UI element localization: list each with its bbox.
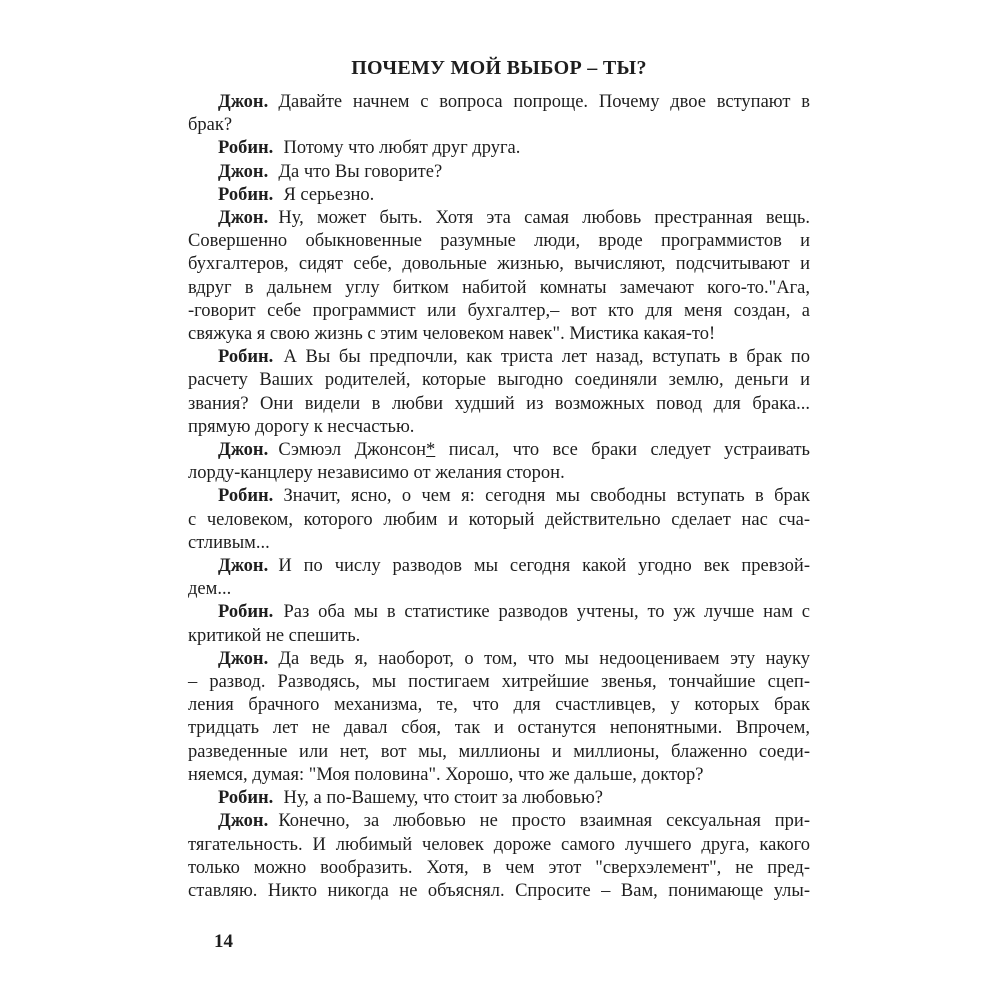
dialogue-paragraph xyxy=(188,346,810,439)
dialogue-line: Джон. И по числу разводов мы сегодня какой угодно век превзой- xyxy=(218,556,810,577)
dialogue-line: Робин. Я серьезно. xyxy=(218,184,375,205)
dialogue-line: Джон. Конечно, за любовью не просто взаимная сексуальная при- xyxy=(218,811,810,832)
footnote-asterisk: * xyxy=(426,440,436,461)
speaker-label: Джон. xyxy=(218,92,269,112)
dialogue-line: звания? Они видели в любви худший из возможных повод для брака... xyxy=(188,393,810,414)
dialogue-paragraph xyxy=(188,207,810,346)
dialogue-paragraph xyxy=(188,648,810,787)
dialogue-line: Джон. Да ведь я, наоборот, о том, что мы недооцениваем эту науку xyxy=(218,648,810,669)
dialogue-line: Робин. А Вы бы предпочли, как триста лет назад, вступать в брак по xyxy=(218,347,810,368)
dialogue-line: с человеком, которого любим и который действительно сделает нас сча- xyxy=(188,509,810,530)
dialogue-paragraph xyxy=(188,555,810,601)
dialogue-line: критикой не спешить. xyxy=(188,625,361,646)
dialogue-line: лорду-канцлеру независимо от желания сторон. xyxy=(188,463,565,484)
dialogue-line: Совершенно обыкновенные разумные люди, вроде программистов и xyxy=(188,231,810,252)
dialogue-line: бухгалтеров, сидят себе, довольные жизнью, вычисляют, подсчитывают и xyxy=(188,254,810,275)
dialogue-line: Джон. Сэмюэл Джонсон* писал, что все браки следует устраивать xyxy=(218,440,810,461)
dialogue-paragraph xyxy=(188,485,810,555)
dialogue-line: Джон. Давайте начнем с вопроса попроще. Почему двое вступают в xyxy=(218,92,810,112)
dialogue-paragraph xyxy=(188,787,810,810)
dialogue-line: Робин. Потому что любят друг друга. xyxy=(218,138,521,159)
dialogue-line: – развод. Разводясь, мы постигаем хитрейшие звенья, тончайшие сцеп- xyxy=(188,672,810,693)
speaker-label: Джон. xyxy=(218,440,269,461)
dialogue-line: Робин. Ну, а по-Вашему, что стоит за любовью? xyxy=(218,788,603,809)
dialogue-paragraph xyxy=(188,137,810,160)
dialogue-line: прямую дорогу к несчастью. xyxy=(188,416,415,437)
page-number: 14 xyxy=(214,931,233,952)
dialogue-line: разведенные или нет, вот мы, миллионы и миллионы, блаженно соеди- xyxy=(188,741,810,762)
dialogue-line: няемся, думая: "Моя половина". Хорошо, что же дальше, доктор? xyxy=(188,764,704,785)
dialogue-line: расчету Ваших родителей, которые выгодно соединяли землю, деньги и xyxy=(188,370,810,391)
speaker-label: Джон. xyxy=(218,161,269,182)
speaker-label: Робин. xyxy=(218,184,274,205)
dialogue-line: Робин. Значит, ясно, о чем я: сегодня мы свободны вступать в брак xyxy=(218,486,810,507)
dialogue xyxy=(188,91,810,903)
dialogue-line: тридцать лет не давал сбоя, так и останутся непонятными. Впрочем, xyxy=(188,718,810,739)
dialogue-line: дем... xyxy=(188,579,232,600)
dialogue-line: Робин. Раз оба мы в статистике разводов учтены, то уж лучше нам с xyxy=(218,602,810,623)
dialogue-paragraph xyxy=(188,601,810,647)
speaker-label: Джон. xyxy=(218,208,269,229)
dialogue-paragraph xyxy=(188,91,810,137)
dialogue-line: ставляю. Никто никогда не объяснял. Спросите – Вам, понимающе улы- xyxy=(188,880,810,901)
dialogue-line: свяжука я свою жизнь с этим человеком навек". Мистика какая-то! xyxy=(188,324,716,345)
page-title: ПОЧЕМУ МОЙ ВЫБОР – ТЫ? xyxy=(351,57,647,79)
dialogue-line: Джон. Да что Вы говорите? xyxy=(218,161,443,182)
dialogue-line: только можно вообразить. Хотя, в чем этот "сверхэлемент", не пред- xyxy=(188,857,810,878)
dialogue-line: Джон. Ну, может быть. Хотя эта самая любовь престранная вещь. xyxy=(218,208,810,229)
speaker-label: Джон. xyxy=(218,648,269,669)
dialogue-paragraph xyxy=(188,810,810,903)
speaker-label: Робин. xyxy=(218,347,274,368)
dialogue-line: -говорит себе программист или бухгалтер,– вот кто для меня создан, а xyxy=(188,300,810,321)
speaker-label: Джон. xyxy=(218,556,269,577)
dialogue-line: тягательность. И любимый человек дороже самого лучшего друга, какого xyxy=(188,834,810,855)
dialogue-paragraph xyxy=(188,184,810,207)
dialogue-paragraph xyxy=(188,439,810,485)
speaker-label: Робин. xyxy=(218,138,274,159)
dialogue-line: ления брачного механизма, те, что для счастливцев, у которых брак xyxy=(188,695,810,716)
speaker-label: Робин. xyxy=(218,602,274,623)
dialogue-line: вдруг в дальнем углу битком набитой комнаты замечают кого-то."Ага, xyxy=(188,277,810,298)
speaker-label: Робин. xyxy=(218,788,274,809)
dialogue-paragraph xyxy=(188,161,810,184)
speaker-label: Робин. xyxy=(218,486,274,507)
dialogue-line: брак? xyxy=(188,115,233,136)
dialogue-line: стливым... xyxy=(188,532,270,553)
speaker-label: Джон. xyxy=(218,811,269,832)
